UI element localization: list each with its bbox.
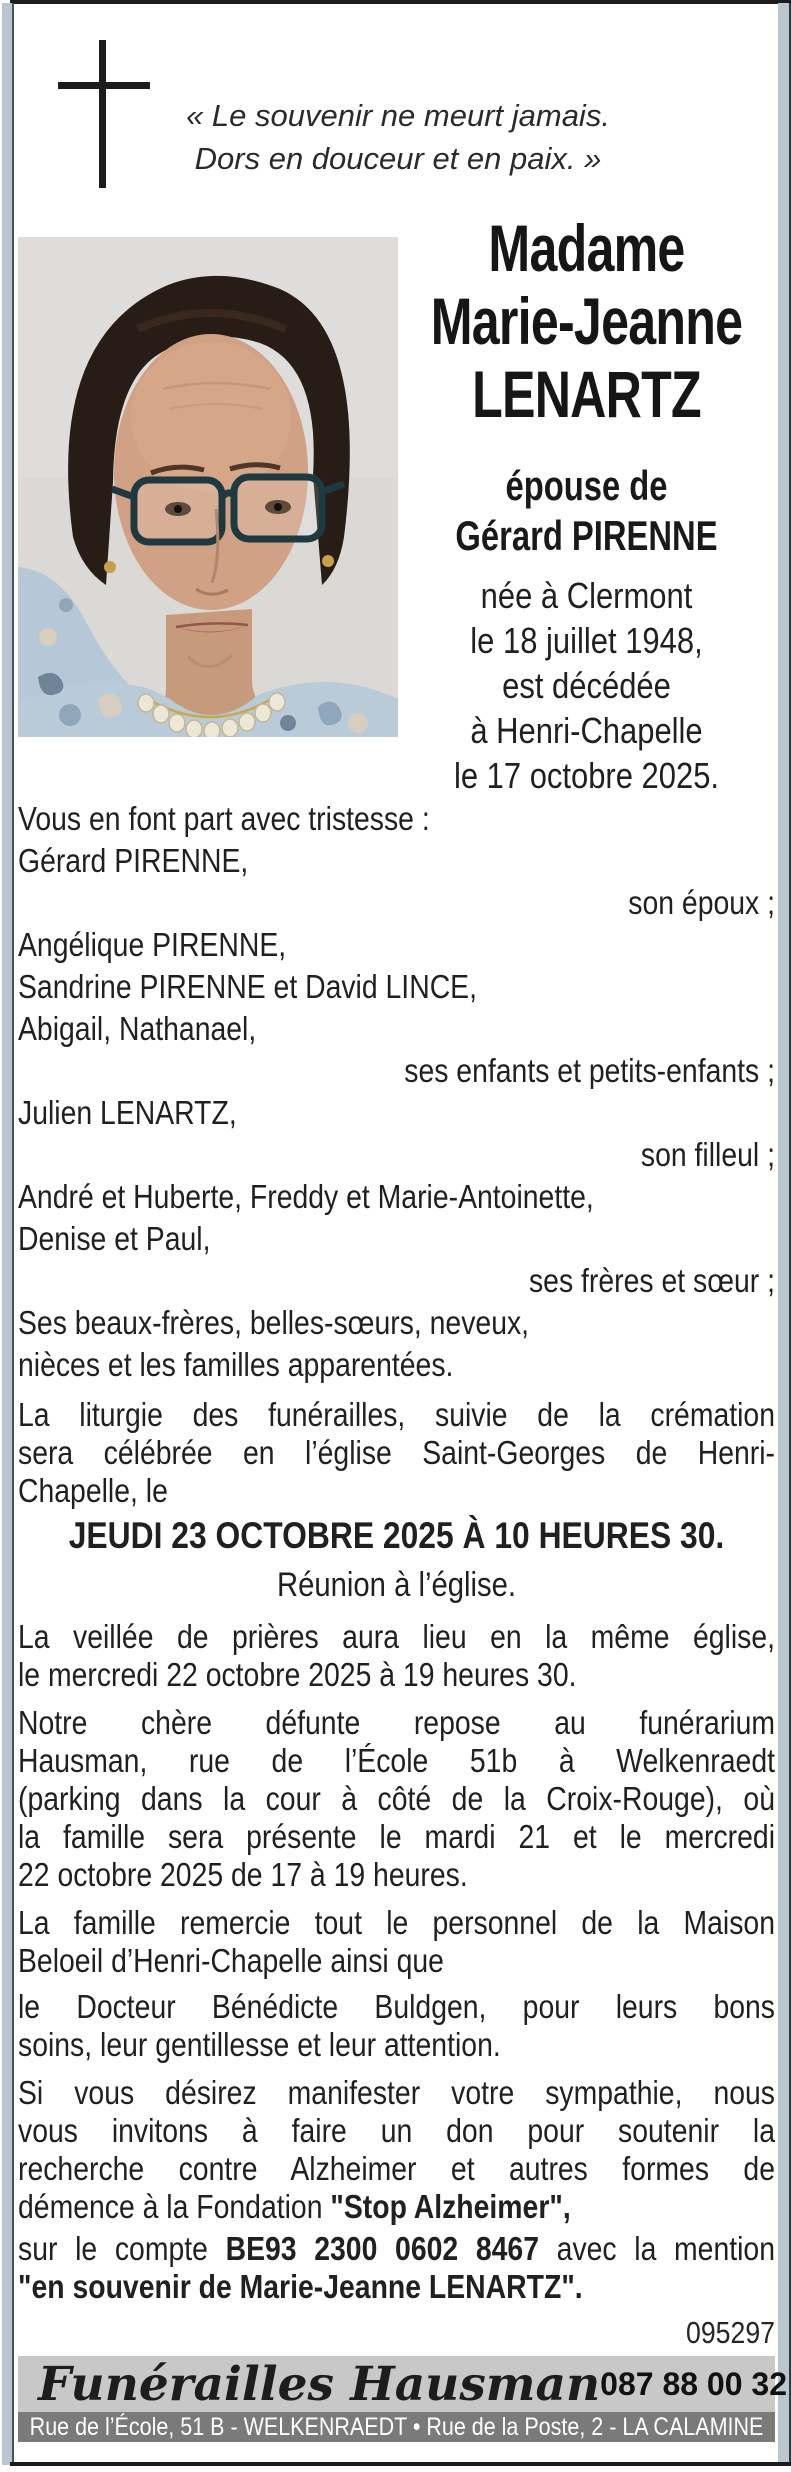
family-list bbox=[18, 840, 775, 1386]
family-line: Sandrine PIRENNE et David LINCE, bbox=[18, 968, 478, 1005]
spouse-info bbox=[398, 461, 775, 561]
death-date: le 17 octobre 2025. bbox=[453, 755, 720, 796]
family-role: ses enfants et petits-enfants ; bbox=[404, 1052, 776, 1089]
family-line: Angélique PIRENNE, bbox=[18, 926, 287, 963]
frame-right-bar bbox=[778, 3, 791, 2465]
frame-bottom-border bbox=[10, 2462, 791, 2466]
vigil-paragraph: La veillée de prières aura lieu en la même église, le mercredi 22 octobre 2025 à 19 heures 30. bbox=[18, 1618, 776, 1693]
funeral-home-addresses: Rue de l’École, 51 B - WELKENRAEDT • Rue de la Poste, 2 - LA CALAMINE bbox=[29, 2413, 764, 2441]
donation-mention: "en souvenir de Marie-Jeanne LENARTZ". bbox=[18, 2268, 583, 2305]
reference-number: 095297 bbox=[686, 2315, 776, 2350]
notice-content bbox=[18, 0, 775, 2306]
family-line: Abigail, Nathanael, bbox=[18, 1010, 257, 1047]
family-line: Gérard PIRENNE, bbox=[18, 842, 249, 879]
family-line: Denise et Paul, bbox=[18, 1220, 211, 1257]
spouse-prefix: épouse de bbox=[505, 462, 668, 509]
liturgy-paragraph: La liturgie des funérailles, suivie de la crémation sera célébrée en l’église Saint-Georges de Henri- Chapelle, le bbox=[18, 1396, 776, 1509]
quote-line-1: « Le souvenir ne meurt jamais. bbox=[186, 98, 610, 133]
announcement-intro: Vous en font part avec tristesse : bbox=[18, 800, 430, 837]
funeral-home-banner bbox=[18, 2356, 787, 2412]
footer-section bbox=[18, 2315, 787, 2442]
deceased-name bbox=[398, 212, 775, 431]
quote-line-2: Dors en douceur et en paix. » bbox=[194, 141, 602, 176]
header-section bbox=[18, 0, 775, 232]
donation-paragraph: Si vous désirez manifester votre sympathie, nous vous invitons à faire un don pour soutenir la recherche contre Alzheimer et autres formes de démence à la Fondation "Stop Alzheimer", bbox=[18, 2074, 776, 2225]
memorial-quote bbox=[128, 94, 668, 180]
meeting-place: Réunion à l’église. bbox=[277, 1566, 516, 1604]
deceased-last-name: LENARTZ bbox=[472, 357, 701, 431]
family-role: ses frères et sœur ; bbox=[528, 1262, 776, 1299]
portrait-photo bbox=[18, 237, 398, 737]
frame-left-bar bbox=[2, 3, 14, 2465]
account-paragraph: sur le compte BE93 2300 0602 8467 avec la mention "en souvenir de Marie-Jeanne LENARTZ". bbox=[18, 2230, 776, 2305]
repose-paragraph: Notre chère défunte repose au funérarium Hausman, rue de l’École 51b à Welkenraedt (parking dans la cour à côté de la Croix-Rouge), où la famille sera présente le mardi 21 et le mercredi 22 octobre 2025 de 17 à 19 heures. bbox=[18, 1704, 776, 1893]
notice-body bbox=[18, 798, 775, 2306]
funeral-home-name: Funérailles Hausman bbox=[38, 2356, 601, 2412]
family-line: Ses beaux-frères, belles-sœurs, neveux, bbox=[18, 1304, 530, 1341]
foundation-name: "Stop Alzheimer", bbox=[330, 2188, 571, 2225]
deceased-title: Madame bbox=[488, 211, 685, 285]
identity-column bbox=[398, 212, 775, 798]
birth-death-info bbox=[398, 573, 775, 798]
family-role: son filleul ; bbox=[640, 1136, 776, 1173]
spouse-name: Gérard PIRENNE bbox=[455, 512, 718, 559]
family-line: nièces et les familles apparentées. bbox=[18, 1346, 454, 1383]
identity-section bbox=[18, 211, 775, 798]
birth-date: le 18 juillet 1948, bbox=[470, 620, 703, 661]
birth-place: née à Clermont bbox=[480, 575, 693, 616]
funeral-home-phone: 087 88 00 32 bbox=[600, 2365, 787, 2402]
portrait-illustration bbox=[18, 237, 398, 737]
ceremony-date: JEUDI 23 OCTOBRE 2025 À 10 HEURES 30. bbox=[68, 1515, 725, 1556]
family-role: son époux ; bbox=[628, 884, 776, 921]
death-statement: est décédée bbox=[502, 665, 671, 706]
family-line: Julien LENARTZ, bbox=[18, 1094, 237, 1131]
thanks-staff-paragraph: La famille remercie tout le personnel de la Maison Beloeil d’Henri-Chapelle ainsi que bbox=[18, 1904, 776, 1979]
funeral-home-address-bar bbox=[18, 2412, 775, 2442]
bank-account-number: BE93 2300 0602 8467 bbox=[225, 2230, 539, 2267]
death-place: à Henri-Chapelle bbox=[470, 710, 703, 751]
family-line: André et Huberte, Freddy et Marie-Antoinette, bbox=[18, 1178, 594, 1215]
thanks-doctor-paragraph: le Docteur Bénédicte Buldgen, pour leurs bons soins, leur gentillesse et leur attention. bbox=[18, 1988, 776, 2063]
deceased-first-names: Marie-Jeanne bbox=[430, 284, 743, 358]
